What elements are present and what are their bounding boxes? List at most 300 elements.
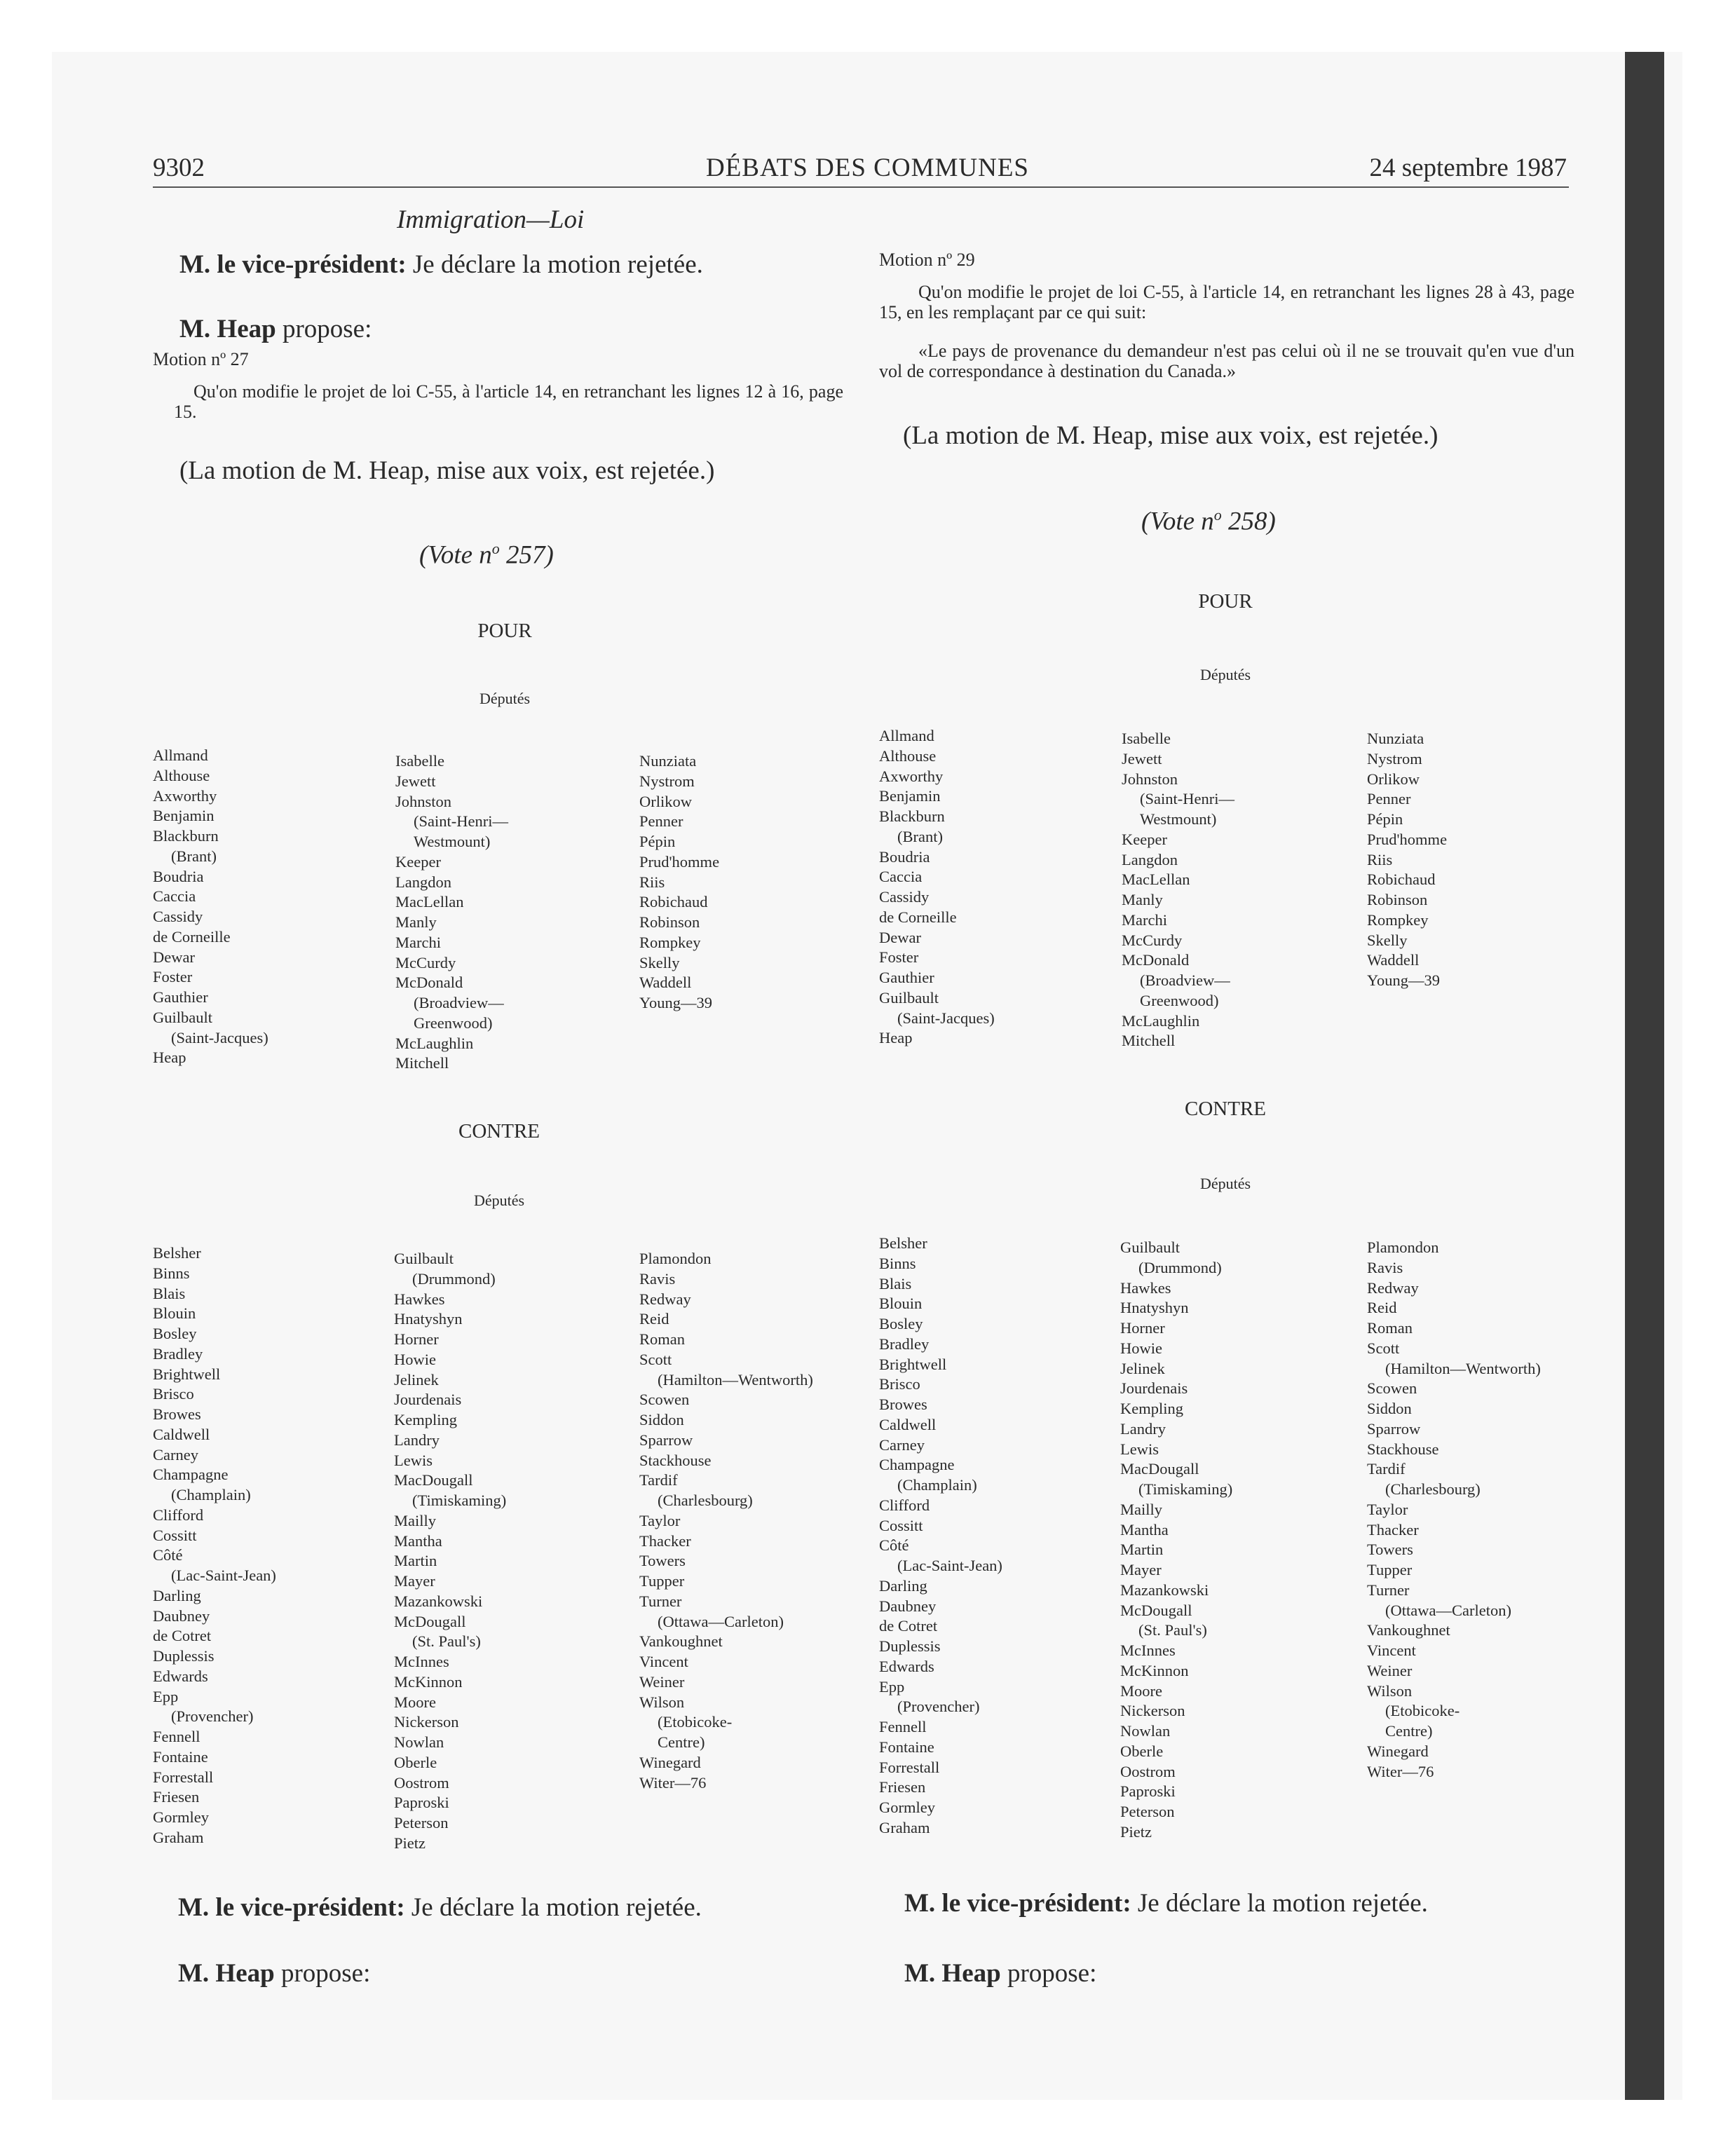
member-name: Bosley [153, 1325, 197, 1342]
contre-deputes-label: Députés [1199, 1175, 1251, 1192]
member-name: Langdon [1122, 850, 1178, 868]
riding-name: (Champlain) [171, 1486, 251, 1503]
member-name: MacDougall [394, 1471, 473, 1489]
riding-name: (Saint-Jacques) [171, 1028, 268, 1046]
member-name: Gormley [879, 1799, 935, 1816]
pour-column-2 [1122, 729, 1234, 1051]
motion-label: Motion nº 27 [153, 349, 249, 369]
member-name: Orlikow [1367, 770, 1420, 788]
member-name: Axworthy [153, 786, 217, 805]
pour-column-2 [395, 751, 508, 1074]
member-name: Landry [394, 1431, 440, 1449]
member-name: Oostrom [394, 1773, 449, 1792]
member-name: Duplessis [153, 1647, 215, 1665]
member-name: Kempling [1120, 1400, 1183, 1417]
member-name: Bradley [879, 1335, 930, 1353]
member-name: Horner [394, 1330, 439, 1348]
member-name: Reid [1367, 1299, 1397, 1317]
member-name: Vincent [639, 1653, 688, 1670]
member-name: de Corneille [153, 927, 231, 946]
member-name: Duplessis [879, 1637, 941, 1655]
member-name: Waddell [1367, 951, 1420, 969]
member-name: Epp [879, 1677, 905, 1696]
member-name: Hawkes [394, 1290, 445, 1308]
member-name: Mailly [1120, 1500, 1162, 1518]
member-name: Hnatyshyn [394, 1310, 463, 1328]
member-name: Nunziata [1367, 730, 1424, 747]
member-name: Mantha [1120, 1520, 1169, 1538]
member-name: Caccia [879, 868, 923, 886]
member-name: Oostrom [1120, 1762, 1176, 1780]
member-name: Hawkes [1120, 1278, 1171, 1297]
member-name: Gauthier [879, 969, 934, 986]
member-name: Bradley [153, 1344, 203, 1363]
member-name: Jourdenais [1120, 1379, 1188, 1398]
member-name: Orlikow [639, 792, 692, 810]
riding-name: (Charlesbourg) [1385, 1480, 1481, 1498]
speech-text: Je déclare la motion rejetée. [406, 250, 703, 279]
member-name: Guilbault [153, 1008, 212, 1026]
member-name: Jelinek [394, 1370, 439, 1389]
member-name: McDonald [1122, 951, 1190, 969]
member-name: Carney [153, 1445, 198, 1464]
member-name: Oberle [1120, 1742, 1164, 1760]
member-name: Martin [1120, 1541, 1164, 1559]
member-name: Witer—76 [1367, 1762, 1434, 1780]
riding-name: (Drummond) [412, 1269, 496, 1288]
member-name: Guilbault [394, 1250, 454, 1267]
member-name: Moore [1120, 1681, 1162, 1700]
member-name: Robichaud [639, 893, 708, 911]
riding-name: (Brant) [897, 827, 943, 845]
header-rule [153, 186, 1569, 188]
member-name: Daubney [153, 1606, 210, 1625]
member-name: Robichaud [1367, 871, 1436, 889]
riding-name: (Saint-Jacques) [897, 1009, 995, 1027]
member-name: Keeper [395, 852, 441, 871]
member-name: Taylor [639, 1511, 681, 1529]
member-name: Edwards [879, 1657, 934, 1675]
riding-name: (Provencher) [171, 1707, 254, 1726]
member-name: Carney [879, 1435, 925, 1454]
member-name: Clifford [153, 1506, 204, 1524]
member-name: Guilbault [1120, 1239, 1180, 1256]
member-name: Heap [153, 1049, 186, 1067]
pour-column-1 [879, 726, 995, 1049]
member-name: Scowen [1367, 1379, 1417, 1398]
member-name: Weiner [639, 1672, 685, 1691]
contre-column-3 [639, 1249, 813, 1793]
riding-name: (St. Paul's) [1138, 1621, 1207, 1639]
member-name: Fennell [153, 1728, 200, 1745]
member-name: Marchi [1122, 910, 1167, 929]
member-name: McCurdy [395, 953, 456, 971]
member-name: Gauthier [153, 988, 208, 1006]
member-name: Allmand [153, 746, 208, 764]
member-name: Penner [1367, 790, 1411, 808]
member-name: Scowen [639, 1391, 690, 1409]
member-name: Benjamin [153, 807, 215, 825]
member-name: Kempling [394, 1411, 457, 1428]
riding-name: (Charlesbourg) [658, 1492, 753, 1509]
member-name: McKinnon [394, 1672, 463, 1691]
member-name: Benjamin [879, 787, 941, 805]
member-name: Peterson [1120, 1803, 1175, 1820]
member-name: Foster [153, 968, 193, 986]
motion-result: (La motion de M. Heap, mise aux voix, est rejetée.) [903, 421, 1438, 450]
member-name: Young—39 [639, 994, 712, 1011]
member-name: Reid [639, 1310, 669, 1328]
member-name: Jourdenais [394, 1391, 462, 1409]
riding-name: (Provencher) [897, 1698, 980, 1716]
member-name: Plamondon [639, 1250, 712, 1267]
member-name: Belsher [153, 1244, 201, 1262]
member-name: Blackburn [153, 827, 219, 845]
closing-speech-heap-proposes [904, 1958, 1096, 1988]
member-name: Cossitt [153, 1526, 197, 1544]
speech-text: Je déclare la motion rejetée. [404, 1893, 702, 1922]
member-name: Friesen [879, 1778, 926, 1796]
member-name: Mitchell [395, 1054, 449, 1072]
riding-name: Greenwood) [414, 1014, 493, 1032]
member-name: Epp [153, 1687, 179, 1705]
member-name: Côté [153, 1546, 183, 1564]
riding-name: Greenwood) [1140, 991, 1219, 1009]
member-name: Dewar [879, 928, 921, 946]
member-name: Mayer [394, 1572, 435, 1590]
member-name: Gormley [153, 1808, 209, 1826]
member-name: Nunziata [639, 752, 697, 770]
member-name: Mayer [1120, 1561, 1162, 1578]
member-name: Tardif [1367, 1460, 1406, 1478]
member-name: Côté [879, 1536, 909, 1555]
member-name: Penner [639, 812, 683, 831]
member-name: Clifford [879, 1496, 930, 1514]
member-name: Marchi [395, 933, 441, 951]
member-name: Tupper [639, 1572, 685, 1590]
pour-deputes-label: Députés [1199, 666, 1251, 683]
member-name: Taylor [1367, 1500, 1408, 1518]
member-name: Graham [879, 1818, 930, 1836]
speech-text: propose: [274, 1959, 371, 1988]
member-name: Vankoughnet [1367, 1621, 1450, 1639]
member-name: Witer—76 [639, 1773, 707, 1792]
scan-edge-shadow [1625, 52, 1664, 2100]
member-name: Thacker [1367, 1520, 1419, 1538]
member-name: Caldwell [879, 1415, 937, 1433]
riding-name: (Timiskaming) [1138, 1480, 1233, 1498]
speaker-name: M. Heap [179, 315, 276, 343]
contre-column-2 [394, 1249, 506, 1854]
member-name: Lewis [394, 1451, 433, 1469]
vote-number: (Vote $n^o$ 257) [419, 540, 554, 570]
member-name: Pépin [1367, 810, 1403, 828]
motion-quote: «Le pays de provenance du demandeur n'est pas celui où il ne se trouvait qu'en vue d'un vol de correspondance à destination du Canada.» [879, 341, 1574, 381]
riding-name: Westmount) [414, 833, 491, 850]
member-name: Vankoughnet [639, 1632, 723, 1651]
member-name: McDonald [395, 974, 463, 992]
member-name: Nystrom [639, 772, 695, 790]
member-name: Blouin [153, 1304, 196, 1323]
member-name: Brightwell [879, 1355, 947, 1373]
member-name: de Corneille [879, 908, 957, 926]
speaker-name: M. le vice-président: [179, 250, 407, 279]
member-name: Oberle [394, 1753, 437, 1771]
member-name: Johnston [395, 792, 452, 810]
pour-heading: POUR [1198, 590, 1253, 613]
member-name: Mailly [394, 1511, 436, 1529]
contre-column-1 [879, 1234, 1002, 1838]
riding-name: (Etobicoke- [1385, 1702, 1460, 1720]
member-name: Wilson [1367, 1681, 1413, 1700]
member-name: Waddell [639, 974, 692, 992]
riding-name: Westmount) [1140, 810, 1217, 828]
member-name: Johnston [1122, 770, 1178, 788]
contre-column-3 [1367, 1238, 1541, 1782]
member-name: Stackhouse [1367, 1440, 1439, 1458]
member-name: Fontaine [879, 1738, 934, 1756]
member-name: Boudria [153, 867, 204, 885]
member-name: Scott [1367, 1339, 1400, 1357]
contre-heading: CONTRE [458, 1120, 540, 1142]
member-name: Martin [394, 1552, 437, 1570]
speaker-name: M. le vice-président: [178, 1893, 405, 1922]
riding-name: (Drummond) [1138, 1258, 1222, 1276]
member-name: Cossitt [879, 1516, 923, 1534]
member-name: Caccia [153, 887, 196, 906]
member-name: McCurdy [1122, 931, 1183, 949]
member-name: Vincent [1367, 1642, 1416, 1659]
member-name: Pietz [1120, 1822, 1152, 1841]
closing-speech-heap-proposes [178, 1958, 370, 1988]
member-name: Forrestall [153, 1768, 214, 1786]
member-name: Howie [1120, 1339, 1162, 1357]
riding-name: (Ottawa—Carleton) [1385, 1601, 1511, 1619]
member-name: Redway [639, 1290, 691, 1308]
member-name: Towers [639, 1552, 686, 1570]
member-name: Ravis [639, 1269, 676, 1288]
motion-result: (La motion de M. Heap, mise aux voix, est rejetée.) [179, 456, 715, 485]
member-name: Caldwell [153, 1425, 210, 1443]
closing-speech-vice-president [178, 1892, 702, 1923]
member-name: Fennell [879, 1718, 927, 1735]
member-name: Skelly [1367, 931, 1408, 949]
member-name: Jewett [1122, 749, 1162, 767]
closing-speech-vice-president [904, 1888, 1428, 1918]
member-name: Axworthy [879, 767, 944, 785]
member-name: Keeper [1122, 830, 1167, 848]
contre-heading: CONTRE [1185, 1098, 1266, 1120]
riding-name: (Broadview— [414, 994, 504, 1011]
riding-name: (Saint-Henri— [1140, 790, 1234, 808]
member-name: Pietz [394, 1834, 426, 1852]
motion-label: Motion nº 29 [879, 250, 975, 270]
member-name: Turner [1367, 1581, 1410, 1599]
member-name: Riis [1367, 850, 1393, 868]
member-name: Brisco [879, 1375, 920, 1393]
member-name: Blouin [879, 1295, 923, 1313]
member-name: Manly [1122, 891, 1163, 908]
member-name: Pépin [639, 833, 676, 850]
member-name: Stackhouse [639, 1451, 712, 1469]
page-number: 9302 [153, 153, 205, 182]
member-name: Roman [639, 1330, 685, 1348]
member-name: Darling [153, 1586, 201, 1604]
member-name: Nickerson [1120, 1702, 1185, 1720]
member-name: Friesen [153, 1788, 200, 1806]
speech-text: Je déclare la motion rejetée. [1131, 1889, 1428, 1918]
member-name: Champagne [153, 1466, 229, 1484]
member-name: Paproski [1120, 1782, 1176, 1801]
member-name: Bosley [879, 1315, 923, 1332]
member-name: Champagne [879, 1456, 955, 1474]
member-name: MacLellan [395, 893, 464, 911]
member-name: Browes [153, 1405, 201, 1423]
member-name: Heap [879, 1029, 913, 1047]
member-name: MacLellan [1122, 871, 1190, 889]
member-name: Allmand [879, 727, 934, 744]
pour-column-3 [1367, 729, 1447, 991]
page-header-title: DÉBATS DES COMMUNES [705, 153, 1029, 182]
riding-name: (Saint-Henri— [414, 812, 508, 831]
speaker-name: M. le vice-président: [904, 1889, 1131, 1918]
member-name: McInnes [1120, 1642, 1176, 1659]
member-name: Graham [153, 1828, 204, 1846]
member-name: Belsher [879, 1234, 927, 1252]
member-name: Althouse [879, 746, 937, 765]
pour-column-1 [153, 746, 268, 1068]
member-name: Fontaine [153, 1747, 208, 1766]
riding-name: (Brant) [171, 847, 217, 865]
riding-name: (Broadview— [1140, 971, 1230, 989]
member-name: Binns [153, 1264, 190, 1282]
contre-column-2 [1120, 1238, 1232, 1843]
member-name: Nowlan [394, 1733, 444, 1751]
member-name: Guilbault [879, 988, 939, 1007]
member-name: Paproski [394, 1794, 449, 1812]
riding-name: (Lac-Saint-Jean) [171, 1567, 276, 1584]
riding-name: (Lac-Saint-Jean) [897, 1557, 1002, 1574]
member-name: McDougall [1120, 1601, 1192, 1619]
member-name: Langdon [395, 873, 451, 891]
contre-column-1 [153, 1243, 276, 1848]
member-name: Mazankowski [1120, 1581, 1209, 1599]
member-name: Tardif [639, 1471, 678, 1489]
member-name: Dewar [153, 948, 195, 966]
member-name: Siddon [639, 1411, 684, 1428]
riding-name: Centre) [658, 1733, 705, 1751]
member-name: Peterson [394, 1814, 449, 1831]
member-name: Scott [639, 1350, 672, 1368]
pour-deputes-label: Députés [479, 690, 531, 707]
member-name: Foster [879, 948, 919, 967]
member-name: McDougall [394, 1612, 466, 1630]
member-name: Cassidy [879, 888, 930, 906]
member-name: Prud'homme [1367, 830, 1448, 848]
member-name: Isabelle [1122, 730, 1171, 747]
member-name: Browes [879, 1396, 927, 1413]
member-name: Riis [639, 873, 665, 891]
member-name: Nowlan [1120, 1722, 1171, 1740]
pour-column-3 [639, 751, 719, 1014]
speech-heap-proposes [179, 314, 372, 344]
member-name: Hnatyshyn [1120, 1299, 1189, 1317]
member-name: Landry [1120, 1419, 1166, 1438]
member-name: de Cotret [153, 1627, 212, 1645]
speaker-name: M. Heap [904, 1959, 1001, 1988]
riding-name: (Etobicoke- [658, 1713, 733, 1731]
member-name: MacDougall [1120, 1460, 1199, 1478]
member-name: Mantha [394, 1531, 442, 1550]
member-name: Horner [1120, 1319, 1165, 1337]
member-name: Sparrow [639, 1431, 693, 1449]
member-name: McKinnon [1120, 1661, 1189, 1679]
member-name: Siddon [1367, 1400, 1412, 1417]
member-name: Redway [1367, 1278, 1419, 1297]
member-name: Skelly [639, 953, 680, 971]
member-name: Manly [395, 913, 437, 931]
member-name: Weiner [1367, 1661, 1413, 1679]
member-name: de Cotret [879, 1617, 938, 1635]
member-name: Blackburn [879, 807, 945, 825]
member-name: Young—39 [1367, 971, 1440, 989]
member-name: Darling [879, 1576, 927, 1595]
member-name: Plamondon [1367, 1239, 1439, 1256]
member-name: Prud'homme [639, 852, 720, 871]
member-name: Jelinek [1120, 1359, 1165, 1377]
member-name: Sparrow [1367, 1419, 1421, 1438]
section-subheading: Immigration—Loi [397, 205, 585, 234]
member-name: Lewis [1120, 1440, 1159, 1458]
member-name: Rompkey [639, 933, 701, 951]
member-name: Isabelle [395, 752, 444, 770]
member-name: Winegard [1367, 1742, 1429, 1760]
member-name: Winegard [639, 1753, 701, 1771]
member-name: Brightwell [153, 1365, 221, 1383]
speech-vice-president [179, 250, 703, 280]
member-name: Thacker [639, 1531, 691, 1550]
motion-text: Qu'on modifie le projet de loi C-55, à l'article 14, en retranchant les lignes 28 à 43, page 15, en les remplaçant par ce qui suit: [879, 282, 1574, 322]
member-name: Wilson [639, 1693, 685, 1711]
member-name: Nystrom [1367, 749, 1422, 767]
member-name: Binns [879, 1254, 916, 1272]
riding-name: (Timiskaming) [412, 1492, 507, 1509]
motion-text: Qu'on modifie le projet de loi C-55, à l'article 14, en retranchant les lignes 12 à 16, page 15. [174, 381, 843, 422]
member-name: Brisco [153, 1385, 194, 1403]
riding-name: Centre) [1385, 1722, 1433, 1740]
riding-name: (St. Paul's) [412, 1632, 481, 1651]
member-name: Blais [879, 1274, 912, 1292]
member-name: Robinson [639, 913, 700, 931]
member-name: Blais [153, 1284, 186, 1302]
member-name: Turner [639, 1592, 682, 1610]
member-name: Daubney [879, 1597, 937, 1615]
vote-number: (Vote $n^o$ 258) [1141, 506, 1276, 536]
member-name: McLaughlin [1122, 1011, 1200, 1030]
member-name: Robinson [1367, 891, 1428, 908]
member-name: Towers [1367, 1541, 1413, 1559]
member-name: Forrestall [879, 1758, 940, 1776]
speaker-name: M. Heap [178, 1959, 275, 1988]
member-name: McInnes [394, 1653, 449, 1670]
member-name: Moore [394, 1693, 436, 1711]
speech-text: propose: [275, 315, 372, 343]
member-name: Nickerson [394, 1713, 459, 1731]
member-name: Jewett [395, 772, 436, 790]
member-name: Roman [1367, 1319, 1413, 1337]
member-name: Tupper [1367, 1561, 1413, 1578]
member-name: Cassidy [153, 908, 203, 925]
